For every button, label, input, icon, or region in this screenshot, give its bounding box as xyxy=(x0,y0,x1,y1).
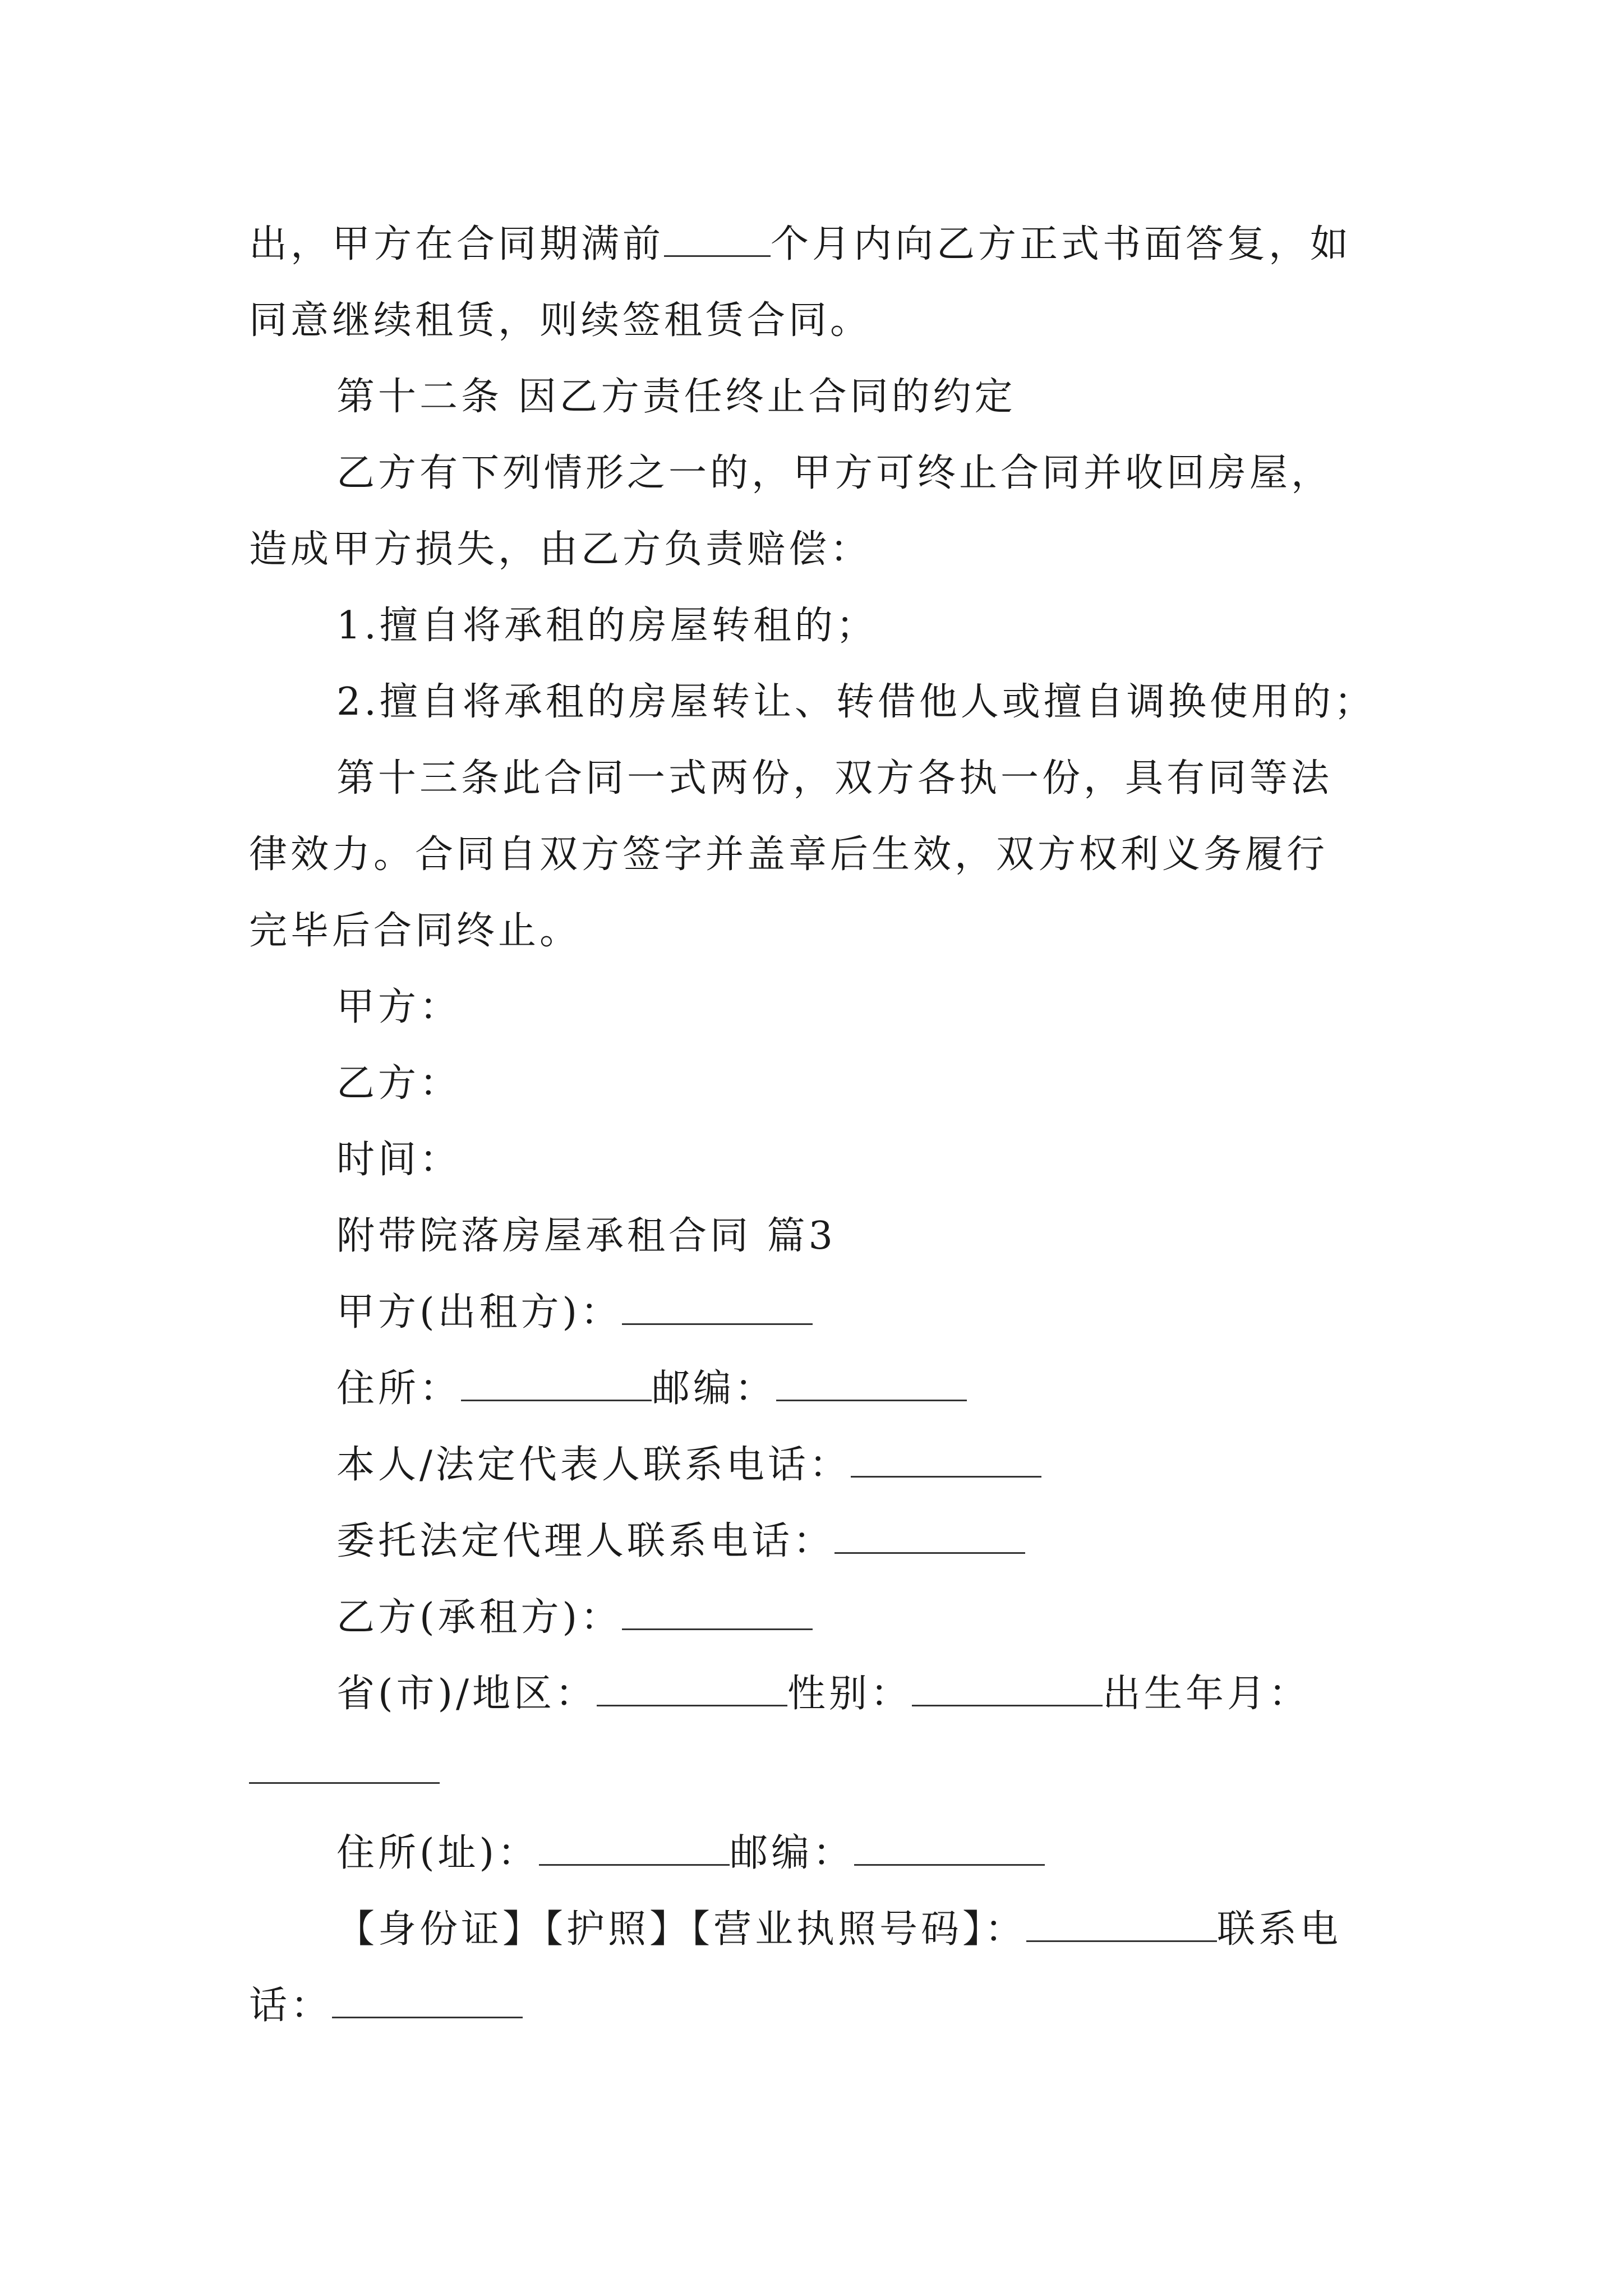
text-run: 本人/法定代表人联系电话： xyxy=(336,1443,851,1487)
text-run: 1.擅自将承租的房屋转租的； xyxy=(336,604,878,648)
list-item xyxy=(249,664,1481,740)
paragraph-line xyxy=(249,283,1393,359)
section-title xyxy=(249,1198,1481,1274)
text-run: 时间： xyxy=(336,1138,462,1182)
fill-blank xyxy=(539,1832,730,1866)
text-run: 完毕后合同终止。 xyxy=(249,909,582,953)
text-run: 住所(址)： xyxy=(336,1831,540,1875)
list-item xyxy=(249,588,1481,664)
form-line xyxy=(249,1968,1393,2044)
fill-blank xyxy=(597,1672,787,1706)
fill-blank xyxy=(912,1672,1103,1706)
form-line xyxy=(249,1427,1481,1503)
text-run: 出生年月： xyxy=(1103,1672,1311,1716)
text-run: 律效力。合同自双方签字并盖章后生效，双方权利义务履行 xyxy=(249,832,1329,877)
form-line xyxy=(249,1733,1393,1810)
paragraph-line xyxy=(249,817,1393,893)
fill-blank xyxy=(1026,1908,1217,1942)
form-line xyxy=(249,1351,1481,1427)
form-line xyxy=(249,1656,1481,1732)
text-run: 乙方： xyxy=(336,1061,462,1106)
form-line xyxy=(249,1274,1481,1351)
text-run: 委托法定代理人联系电话： xyxy=(336,1519,835,1563)
text-run: 联系电 xyxy=(1217,1907,1342,1952)
text-run: 第十三条此合同一式两份，双方各执一份，具有同等法 xyxy=(336,756,1333,800)
form-line xyxy=(249,1892,1481,1968)
fill-blank xyxy=(776,1367,967,1401)
paragraph-line xyxy=(249,435,1481,512)
text-run: 话： xyxy=(249,1984,333,2028)
text-run: 附带院落房屋承租合同 篇3 xyxy=(336,1214,836,1258)
form-line xyxy=(249,1503,1481,1580)
fill-blank xyxy=(332,1984,523,2018)
signature-date xyxy=(249,1122,1481,1198)
text-run: 甲方： xyxy=(336,985,462,1029)
form-line xyxy=(249,1815,1481,1892)
fill-blank xyxy=(461,1367,652,1401)
text-run: 同意继续租赁，则续签租赁合同。 xyxy=(249,298,872,343)
text-run: 邮编： xyxy=(730,1831,855,1875)
fill-blank xyxy=(851,1443,1041,1478)
signature-party-b xyxy=(249,1046,1481,1122)
fill-blank xyxy=(622,1291,813,1325)
paragraph-line xyxy=(249,206,1393,283)
text-run: 邮编： xyxy=(652,1366,777,1411)
text-run: 省(市)/地区： xyxy=(336,1672,597,1716)
text-run: 甲方(出租方)： xyxy=(336,1290,623,1335)
fill-blank xyxy=(622,1596,813,1630)
article-heading xyxy=(249,359,1481,435)
fill-blank xyxy=(834,1520,1025,1554)
paragraph-line xyxy=(249,740,1481,817)
text-run: 造成甲方损失，由乙方负责赔偿： xyxy=(249,527,872,572)
fill-blank xyxy=(854,1832,1045,1866)
text-run: 【身份证】【护照】【营业执照号码】： xyxy=(336,1907,1027,1952)
text-run: 乙方(承租方)： xyxy=(336,1595,623,1640)
text-run: 性别： xyxy=(787,1672,912,1716)
paragraph-line xyxy=(249,893,1393,969)
text-run: 住所： xyxy=(336,1366,462,1411)
text-run: 2.擅自将承租的房屋转让、转借他人或擅自调换使用的； xyxy=(336,680,1376,724)
form-line xyxy=(249,1580,1481,1656)
paragraph-line xyxy=(249,512,1393,588)
text-run: 个月内向乙方正式书面答复，如 xyxy=(771,222,1352,266)
text-run: 乙方有下列情形之一的，甲方可终止合同并收回房屋， xyxy=(336,451,1333,495)
text-run: 第十二条 因乙方责任终止合同的约定 xyxy=(336,375,1016,419)
fill-blank xyxy=(664,223,771,257)
fill-blank xyxy=(249,1750,440,1784)
text-run: 出，甲方在合同期满前 xyxy=(249,222,665,266)
signature-party-a xyxy=(249,969,1481,1046)
